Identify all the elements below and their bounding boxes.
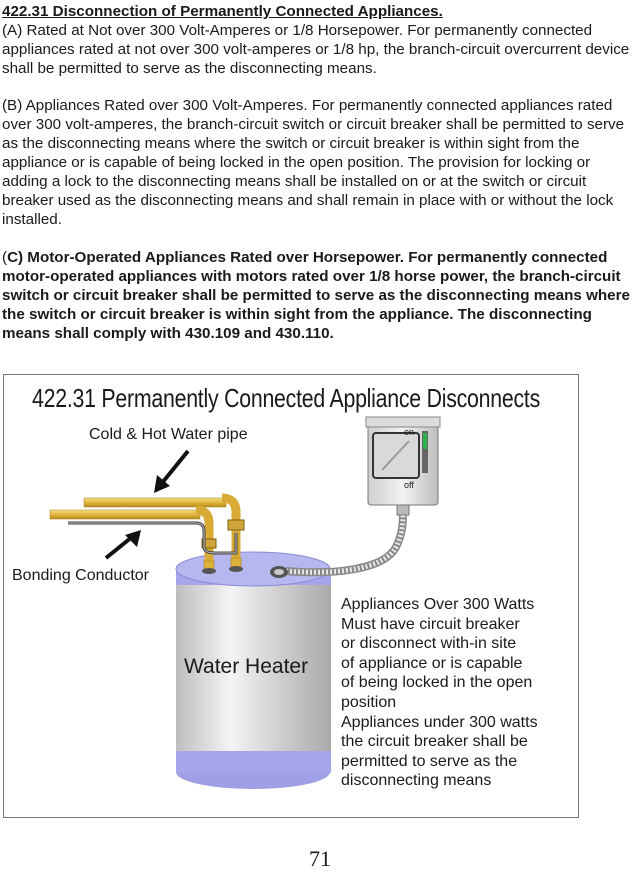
bonding-arrow — [106, 530, 141, 558]
disconnect-switch — [366, 417, 440, 505]
note-line: permitted to serve as the — [341, 752, 518, 770]
note-line: of appliance or is capable — [341, 654, 523, 672]
water-heater-label: Water Heater — [184, 655, 309, 678]
water-pipe-label: Cold & Hot Water pipe — [89, 426, 248, 443]
paragraph-c-lead: ( — [2, 249, 8, 266]
note-line: Appliances Over 300 Watts — [341, 596, 535, 613]
switch-on-indicator — [423, 433, 427, 449]
paragraph-c-body: C) Motor-Operated Appliances Rated over Horsepower. For permanently connected motor-operated appliances with motors rated over 1/8 horse power, the branch-circuit switch or circuit breaker shall be permitted to serve as the disconnecting means where the switch or circuit breaker is within sight from the appliance. The disconnecting means shall comply with 430.109 and 430.110. — [2, 249, 630, 342]
figure-title: 422.31 Permanently Connected Appliance Disconnects — [32, 383, 541, 413]
switch-off-label: off — [404, 480, 414, 490]
page-number: 71 — [309, 846, 331, 871]
section-heading: 422.31 Disconnection of Permanently Connected Appliances. — [2, 3, 443, 20]
pipe-arrow — [154, 451, 188, 493]
note-line: position — [341, 693, 397, 711]
note-line: Must have circuit breaker — [341, 615, 520, 633]
note-line: the circuit breaker shall be — [341, 733, 528, 751]
paragraph-a: (A) Rated at Not over 300 Volt-Amperes or 1/8 Horsepower. For permanently connected appliances rated at not over 300 volt-amperes or 1/8 hp, the branch-circuit overcurrent device shall be permitted to serve as the disconnecting means. — [2, 22, 630, 77]
note-line: of being locked in the open — [341, 674, 533, 692]
bonding-conductor-label: Bonding Conductor — [12, 567, 149, 584]
paragraph-b: (B) Appliances Rated over 300 Volt-Amperes. For permanently connected appliances rated over 300 volt-amperes, the branch-circuit switch or circuit breaker shall be permitted to serve as the disconnecting means where the switch or circuit breaker is within sight from the appliance or is capable of being locked in the open position. The provision for locking or adding a lock to the disconnecting means shall be installed on or at the switch or circuit breaker used as the disconnecting means and shall remain in place with or without the lock installed. — [2, 97, 625, 228]
switch-on-label: on — [404, 427, 415, 437]
note-line: disconnecting means — [341, 772, 492, 790]
figure-panel — [3, 374, 579, 818]
note-line: or disconnect with-in site — [341, 635, 517, 653]
paragraph-c — [2, 248, 638, 343]
figure-note — [341, 595, 577, 791]
note-line: Appliances under 300 watts — [341, 713, 538, 731]
